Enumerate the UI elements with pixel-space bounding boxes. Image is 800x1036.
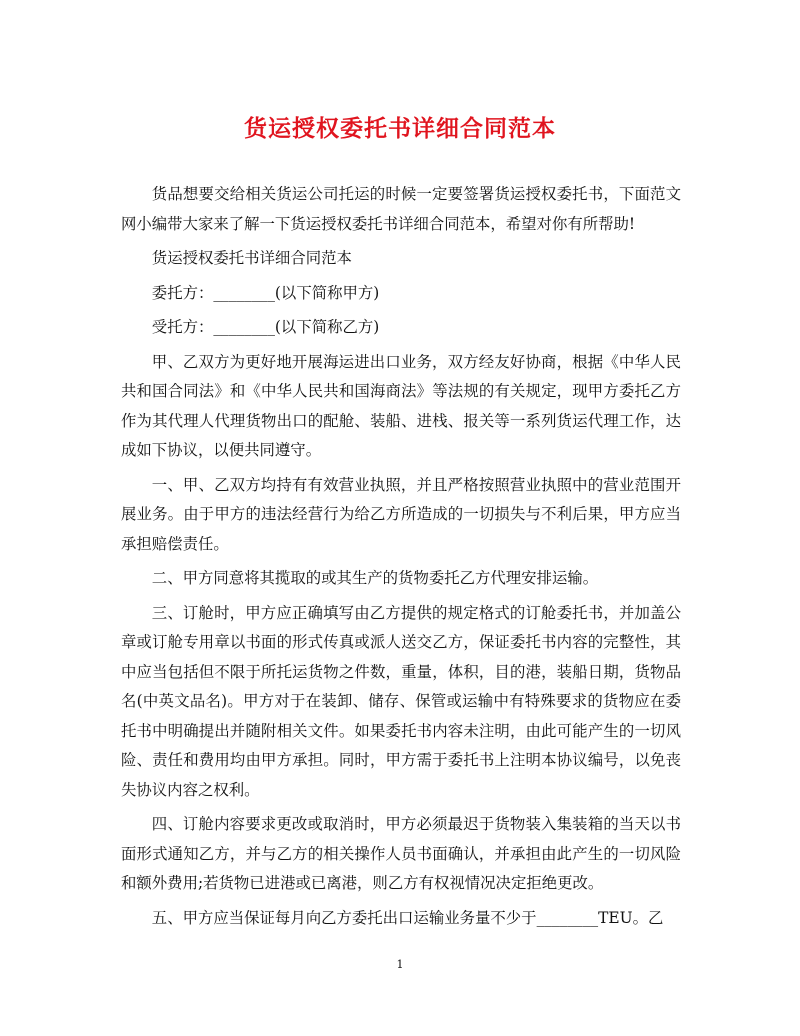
- preamble-paragraph: 甲、乙双方为更好地开展海运进出口业务，双方经友好协商，根据《中华人民共和国合同法》和《中华人民共和国海商法》等法规的有关规定，现甲方委托乙方作为其代理人代理货物出口的配舱、装船、进栈、报关等一系列货运代理工作，达成如下协议，以便共同遵守。: [121, 352, 681, 459]
- document-body: [121, 180, 681, 938]
- document-title: 货运授权委托书详细合同范本: [244, 115, 556, 142]
- clause-3-paragraph: 三、订舱时，甲方应正确填写由乙方提供的规定格式的订舱委托书，并加盖公章或订舱专用章以书面的形式传真或派人送交乙方，保证委托书内容的完整性，其中应当包括但不限于所托运货物之件数，重量，体积，目的港，装船日期，货物品名(中英文品名)。甲方对于在装卸、储存、保管或运输中有特殊要求的货物应在委托书中明确提出并随附相关文件。如果委托书内容未注明，由此可能产生的一切风险、责任和费用均由甲方承担。同时，甲方需于委托书上注明本协议编号，以免丧失协议内容之权利。: [121, 603, 681, 799]
- principal-party-line: 委托方：________(以下简称甲方): [151, 283, 380, 302]
- intro-paragraph: 货品想要交给相关货运公司托运的时候一定要签署货运授权委托书，下面范文网小编带大家来了解一下货运授权委托书详细合同范本，希望对你有所帮助!: [121, 185, 681, 233]
- subtitle-paragraph: 货运授权委托书详细合同范本: [151, 249, 352, 267]
- clause-5-paragraph: 五、甲方应当保证每月向乙方委托出口运输业务量不少于________TEU。乙: [151, 908, 664, 927]
- page-number: 1: [396, 958, 404, 971]
- agent-party-line: 受托方：________(以下简称乙方): [151, 318, 380, 336]
- clause-1-paragraph: 一、甲、乙双方均持有有效营业执照，并且严格按照营业执照中的营业范围开展业务。由于甲方的违法经营行为给乙方所造成的一切损失与不利后果，甲方应当承担赔偿责任。: [121, 475, 681, 553]
- clause-4-paragraph: 四、订舱内容要求更改或取消时，甲方必须最迟于货物装入集装箱的当天以书面形式通知乙方，并与乙方的相关操作人员书面确认，并承担由此产生的一切风险和额外费用;若货物已进港或已离港，则乙方有权视情况决定拒绝更改。: [121, 815, 681, 892]
- clause-2-paragraph: 二、甲方同意将其揽取的或其生产的货物委托乙方代理安排运输。: [151, 569, 599, 587]
